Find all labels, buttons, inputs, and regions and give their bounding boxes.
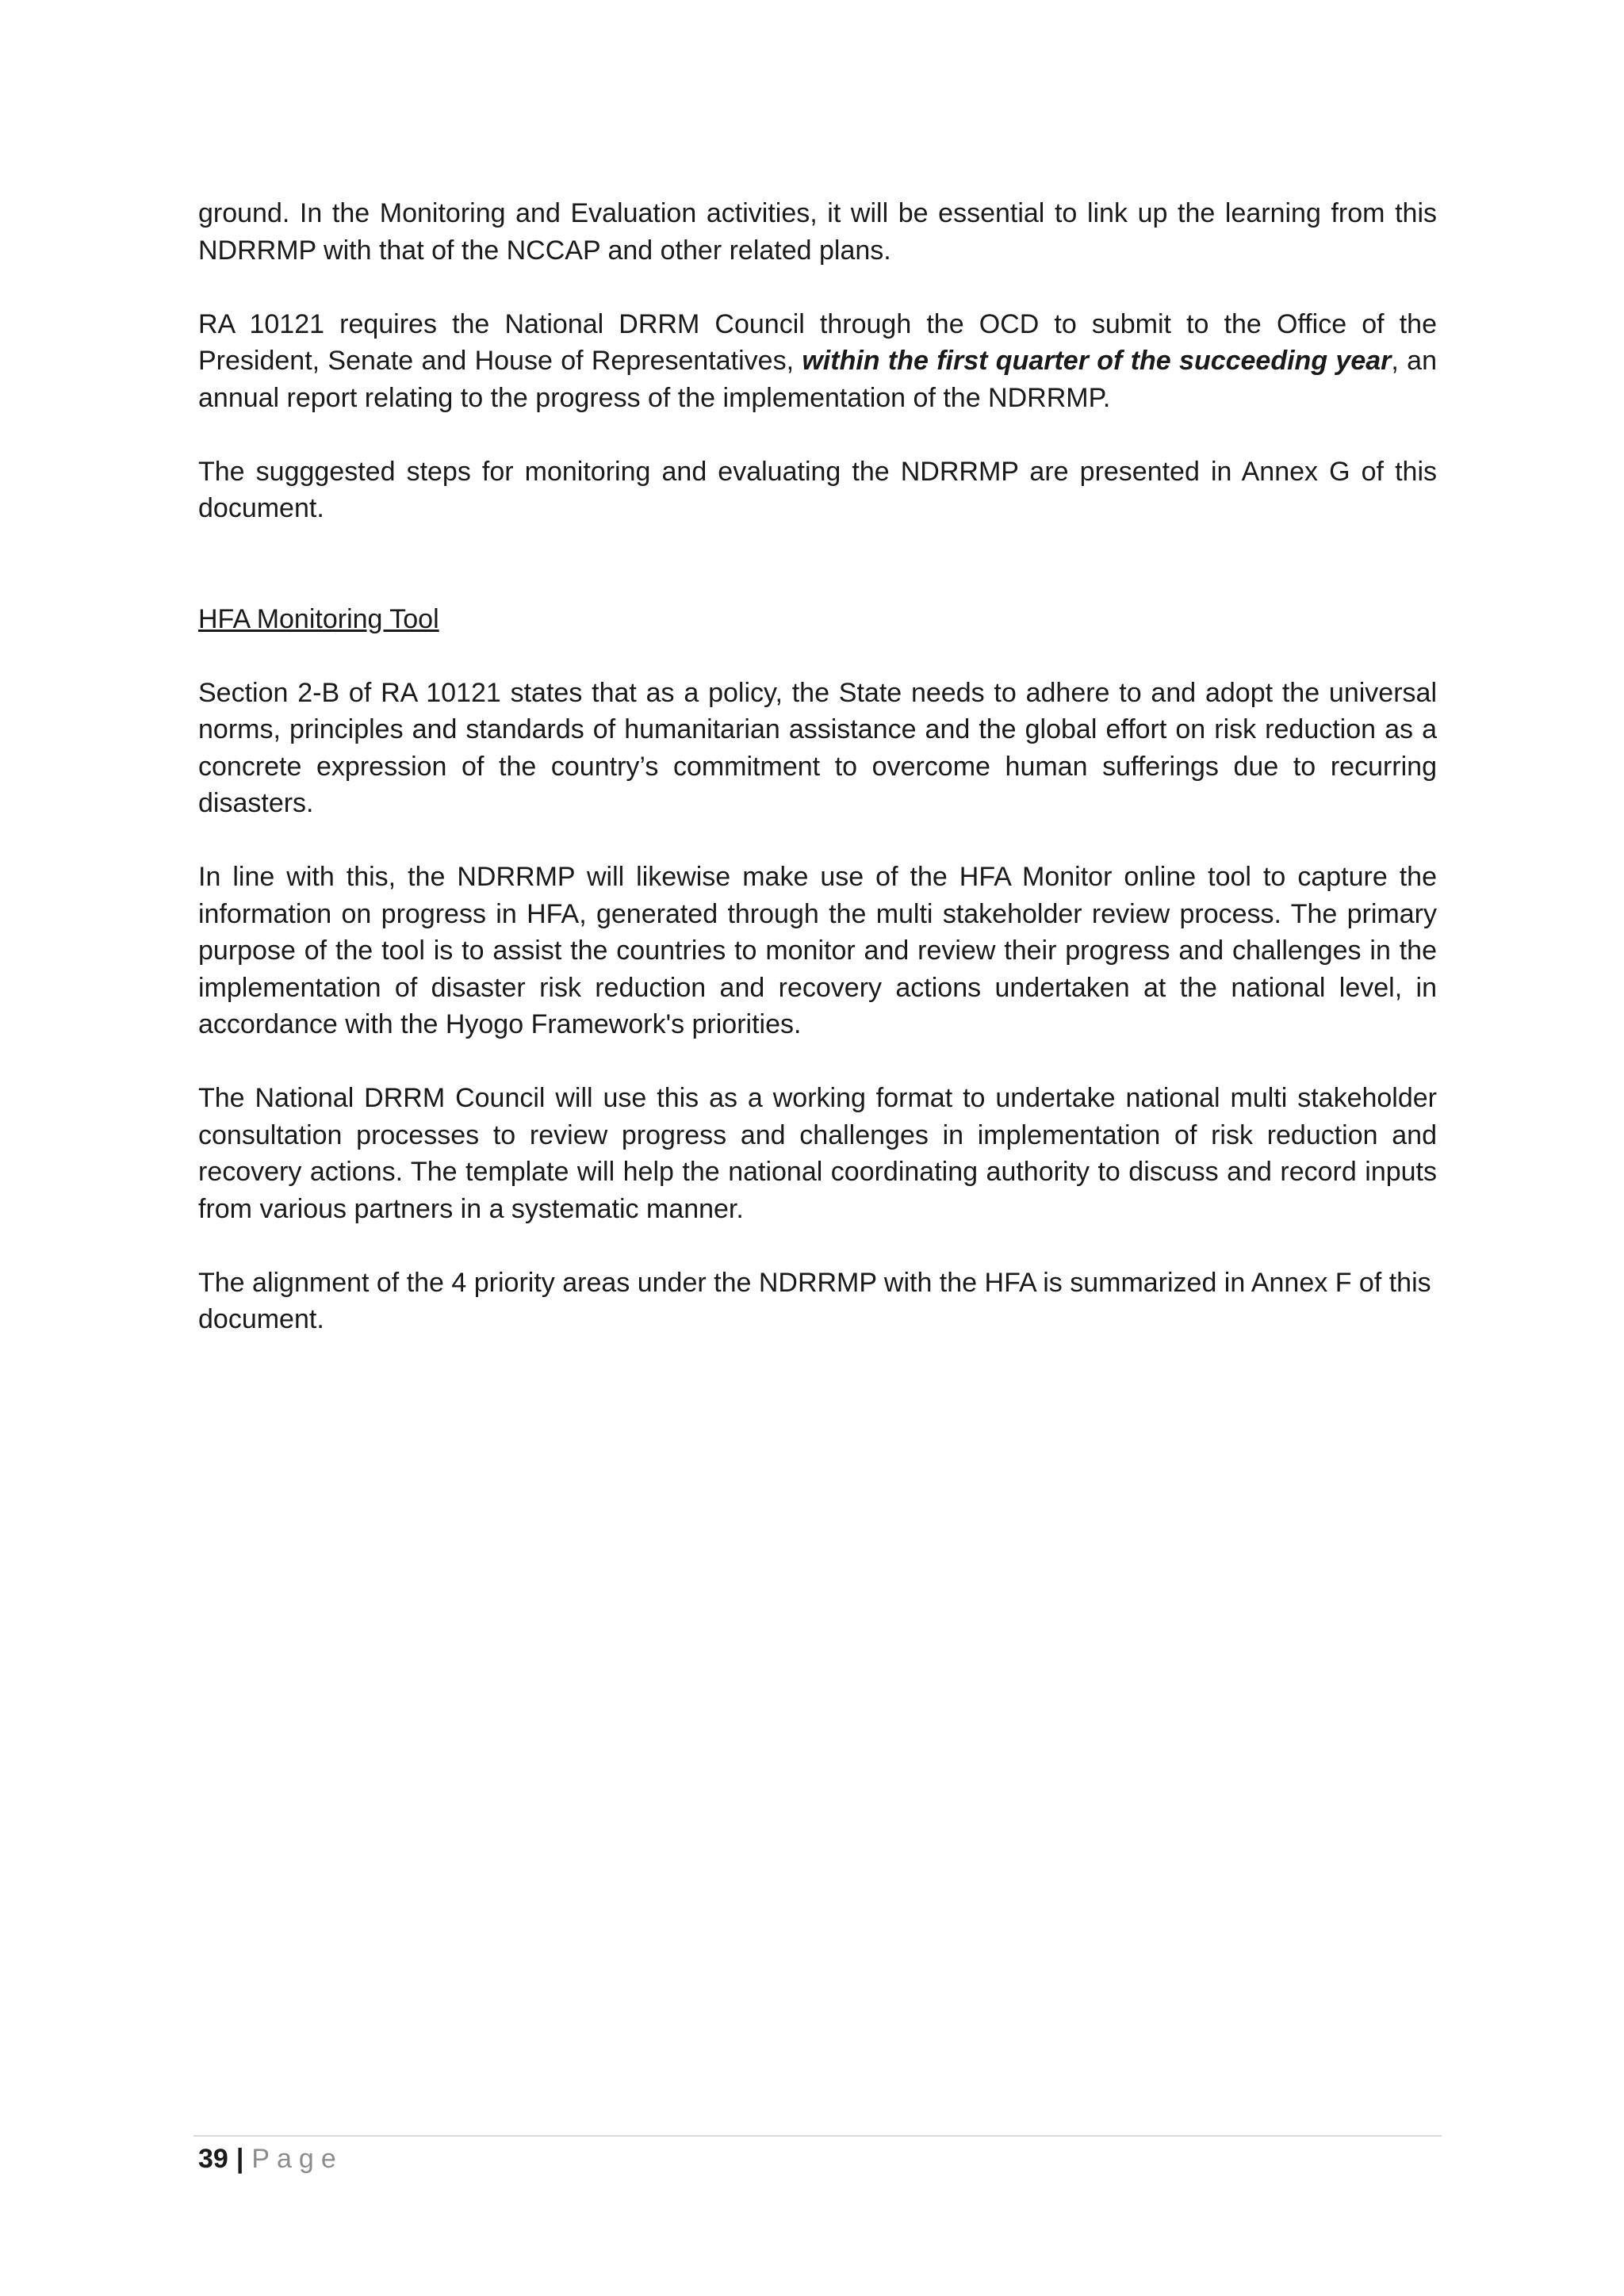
paragraph-annex-g: The sugggested steps for monitoring and evaluating the NDRRMP are presented in Annex G of this document.	[198, 456, 1437, 523]
section-heading-hfa-monitoring-tool: HFA Monitoring Tool	[198, 603, 439, 634]
paragraph-section-2b: Section 2-B of RA 10121 states that as a policy, the State needs to adhere to and adopt the universal norms, principles and standards of humanitarian assistance and the global effort on risk reduction as a concrete expression of the country’s commitment to overcome human sufferings due to recurring disasters.	[198, 677, 1437, 818]
page-body	[198, 195, 1437, 1375]
paragraph-working-format: The National DRRM Council will use this as a working format to undertake national multi stakeholder consultation processes to review progress and challenges in implementation of risk reduction and recovery actions. The template will help the national coordinating authority to discuss and record inputs from various partners in a systematic manner.	[198, 1083, 1437, 1224]
page-footer	[198, 2141, 343, 2177]
page-label: Page	[251, 2144, 343, 2174]
paragraph-annex-f: The alignment of the 4 priority areas under the NDRRMP with the HFA is summarized in Annex F of this document.	[198, 1267, 1431, 1334]
annual-report-emphasis: within the first quarter of the succeeding year	[802, 346, 1392, 376]
paragraph-annual-report	[198, 306, 1437, 417]
page-number: 39	[198, 2144, 228, 2174]
paragraph-monitoring-evaluation: ground. In the Monitoring and Evaluation activities, it will be essential to link up the learning from this NDRRMP with that of the NCCAP and other related plans.	[198, 198, 1437, 266]
footer-separator: |	[236, 2144, 244, 2174]
annual-report-text-end: , an annual report relating to the progress of the implementation of the NDRRMP.	[198, 346, 1437, 413]
paragraph-hfa-monitor: In line with this, the NDRRMP will likewise make use of the HFA Monitor online tool to capture the information on progress in HFA, generated through the multi stakeholder review process. The primary purpose of the tool is to assist the countries to monitor and review their progress and challenges in the implementation of disaster risk reduction and recovery actions undertaken at the national level, in accordance with the Hyogo Framework's priorities.	[198, 862, 1437, 1039]
footer-divider	[193, 2135, 1442, 2137]
annual-report-text-start: RA 10121 requires the National DRRM Council through the OCD to submit to the Office of the President, Senate and House of Representatives,	[198, 308, 1437, 376]
